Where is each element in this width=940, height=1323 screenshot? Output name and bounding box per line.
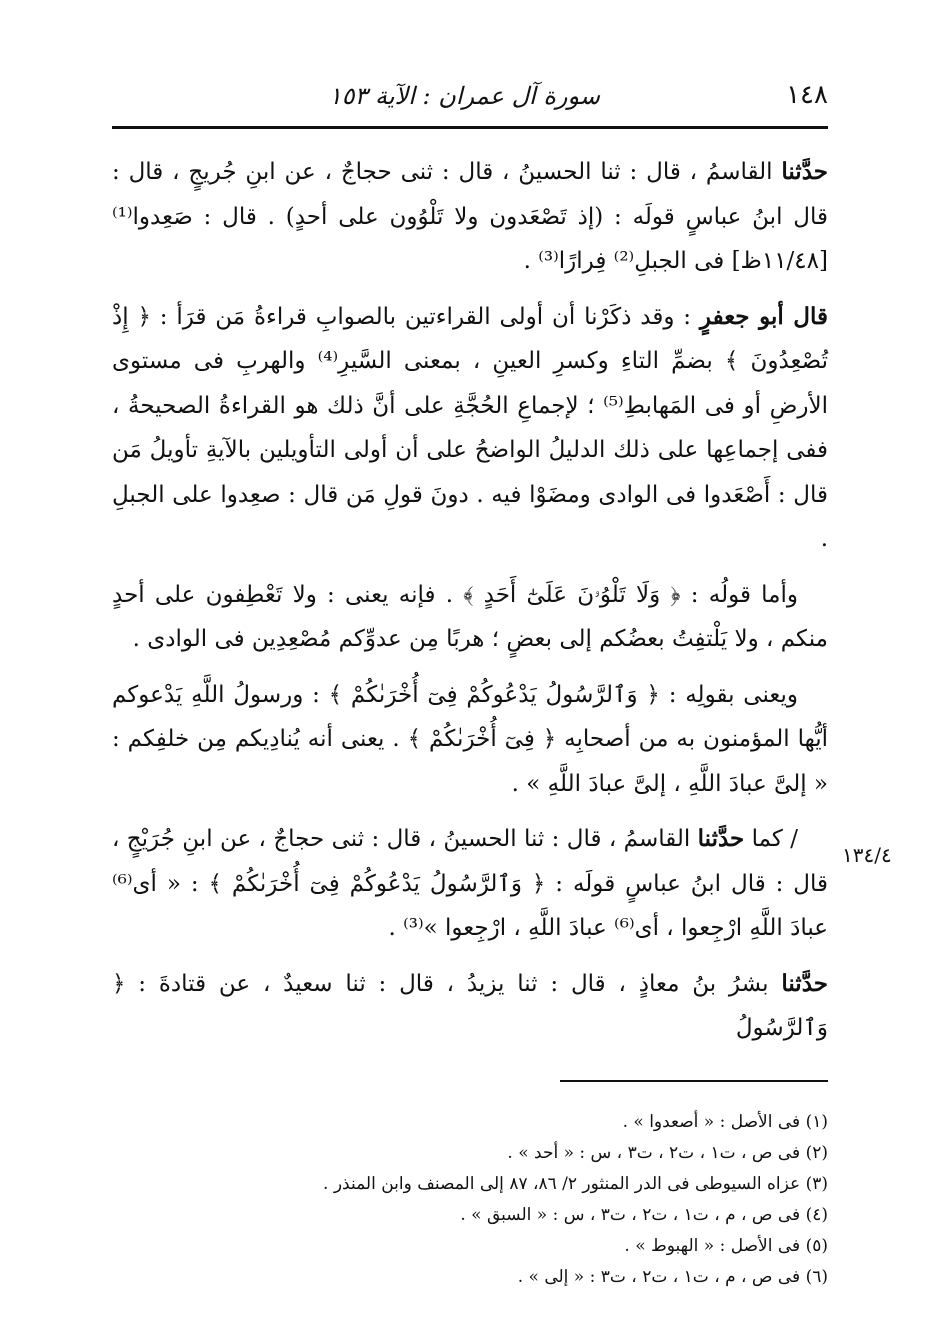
footnote-1: (١) فى الأصل : « أصعدوا » . bbox=[622, 1112, 828, 1132]
paragraph-4 bbox=[112, 673, 828, 807]
body-text bbox=[112, 150, 828, 1062]
footnote-rule bbox=[560, 1080, 828, 1082]
paragraph-prefix: / كما bbox=[744, 826, 798, 852]
paragraph-text: وأما قولُه : ﴿ وَلَا تَلْوُۥنَ عَلَىٰٓ أَحَدٍ ﴾ . فإنه يعنى : ولا تَعْطِفون على أحدٍ منكم ، ولا يَلْتفِتُ بعضُكم إلى بعضٍ ؛ هربًا مِن عدوِّكم مُصْعِدِين فى الوادى . bbox=[112, 581, 828, 652]
paragraph-lead: حدَّثنا bbox=[697, 825, 745, 852]
footnote-2: (٢) فى ص ، ت١ ، ت٢ ، ت٣ ، س : « أحد » . bbox=[507, 1143, 828, 1163]
margin-reference: ١٣٤/٤ bbox=[842, 843, 892, 867]
paragraph-text: بشرُ بنُ معاذٍ ، قال : ثنا يزيدُ ، قال : ثنا سعيدٌ ، عن قتادةَ : ﴿ وَٱلرَّسُولُ bbox=[112, 970, 828, 1041]
paragraph-5 bbox=[112, 817, 828, 951]
paragraph-6 bbox=[112, 962, 828, 1051]
paragraph-text: ويعنى بقولِه : ﴿ وَٱلرَّسُولُ يَدْعُوكُمْ فِىٓ أُخْرَىٰكُمْ ﴾ : ورسولُ اللَّهِ يَدْعوكم أيُّها المؤمنون به من أصحابِه ﴿ فِىٓ أُخْرَىٰكُمْ ﴾ . يعنى أنه يُنادِيكم مِن خلفِكم : « إلىَّ عبادَ اللَّهِ ، إلىَّ عبادَ اللَّهِ » . bbox=[112, 681, 828, 797]
header-rule bbox=[112, 126, 828, 129]
paragraph-1 bbox=[112, 150, 828, 284]
footnotes bbox=[112, 1107, 828, 1293]
paragraph-lead: حدَّثنا bbox=[781, 158, 828, 185]
footnote-5: (٥) فى الأصل : « الهبوط » . bbox=[624, 1236, 828, 1256]
footnote-3: (٣) عزاه السيوطى فى الدر المنثور ٢/ ٨٦، ٨٧ إلى المصنف وابن المنذر . bbox=[323, 1174, 828, 1194]
paragraph-text: القاسمُ ، قال : ثنا الحسينُ ، قال : ثنى حجاجٌ ، عن ابنِ جُريجٍ ، قال : قال ابنُ عباسٍ قولَه : (إذ تَصْعَدون ولا تَلْوُون على أحدٍ) . قال : صَعِدوا⁽¹⁾ [١١/٤٨ظ] فى الجبلِ⁽²⁾ فِرارًا⁽³⁾ . bbox=[112, 159, 828, 274]
paragraph-lead: حدَّثنا bbox=[781, 969, 828, 997]
running-title: سورة آل عمران : الآية ١٥٣ bbox=[328, 82, 600, 110]
paragraph-3 bbox=[112, 573, 828, 662]
paragraph-text: : وقد ذكَرْنا أن أولى القراءتين بالصوابِ قراءةُ مَن قرَأ : ﴿ إِذْ تُصْعِدُونَ ﴾ بضمِّ التاءِ وكسرِ العينِ ، بمعنى السَّيرِ⁽⁴⁾ والهربِ فى مستوى الأرضِ أو فى المَهابطِ⁽⁵⁾ ؛ لإجماعِ الحُجَّةِ على أنَّ ذلك هو القراءةُ الصحيحةُ ، ففى إجماعِها على ذلك الدليلُ الواضحُ على أن أولى التأويلين بالآيةِ تأويلُ مَن قال : أَصْعَدوا فى الوادى ومضَوْا فيه . دونَ قولِ مَن قال : صعِدوا على الجبلِ . bbox=[112, 303, 829, 552]
footnote-6: (٦) فى ص ، م ، ت١ ، ت٢ ، ت٣ : « إلى » . bbox=[517, 1267, 828, 1287]
page-number: ١٤٨ bbox=[786, 80, 828, 110]
page-header bbox=[112, 78, 828, 122]
paragraph-lead: قال أبو جعفرٍ bbox=[699, 302, 828, 330]
paragraph-2 bbox=[112, 295, 828, 562]
footnote-4: (٤) فى ص ، م ، ت١ ، ت٢ ، ت٣ ، س : « السبق » . bbox=[460, 1205, 828, 1225]
paragraph-text: القاسمُ ، قال : ثنا الحسينُ ، قال : ثنى حجاجٌ ، عن ابنِ جُرَيْجٍ ، قال : قال ابنُ عباسٍ قولَه : ﴿ وَٱلرَّسُولُ يَدْعُوكُمْ فِىٓ أُخْرَىٰكُمْ ﴾ : « أى⁽⁶⁾ عبادَ اللَّهِ ارْجِعوا ، أى⁽⁶⁾ عبادَ اللَّهِ ، ارْجِعوا »⁽³⁾ . bbox=[112, 826, 828, 941]
